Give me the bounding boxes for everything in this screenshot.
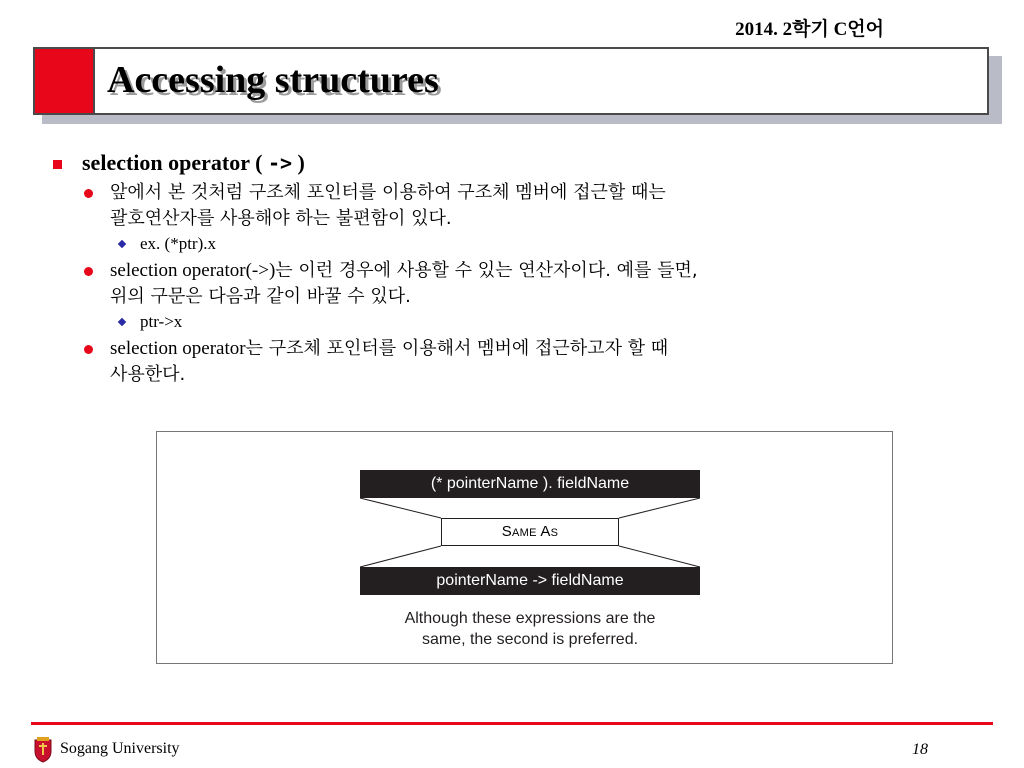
diamond-bullet-icon [118,318,126,326]
dereference-expression: (* pointerName ). fieldName [360,470,700,498]
same-as-text: Same As [501,523,559,540]
page-number: 18 [912,741,928,758]
bullet-close: ) [292,150,305,175]
bullet-text: selection operator [110,338,246,359]
bullet-level2 [50,258,960,310]
circle-bullet-icon [84,345,93,354]
expression-figure [156,431,893,664]
circle-bullet-icon [84,267,93,276]
bullet-text: 사용한다. [110,364,186,385]
title-box [33,47,989,115]
slide-title: Accessing structures [107,59,439,101]
example-text: ptr->x [140,312,183,331]
bullet-text: selection operator ( [82,150,268,175]
caption-line: same, the second is preferred. [421,631,639,648]
bullet-text: 위의 구문은 다음과 같이 바꿀 수 있다. [110,286,411,307]
square-bullet-icon [53,160,62,169]
caption-line: Although these expressions are the [404,610,656,627]
bullet-level2 [50,336,960,388]
bullet-text: 는 이런 경우에 사용할 수 있는 연산자이다. 예를 들면, [275,260,698,281]
arrow-expression: pointerName -> fieldName [360,567,700,595]
bullet-text: selection operator(->) [110,260,276,281]
example-text: ex. (*ptr).x [140,234,217,253]
footer-divider [31,722,993,725]
same-as-label [441,518,619,546]
circle-bullet-icon [84,189,93,198]
university-crest-icon [33,737,53,763]
slide-content [50,150,960,388]
bullet-text: 는 구조체 포인터를 이용해서 멤버에 접근하고자 할 때 [245,338,669,359]
arrow-operator: -> [267,151,293,175]
bullet-text: 앞에서 본 것처럼 구조체 포인터를 이용하여 구조체 멤버에 접근할 때는 [110,182,666,203]
bullet-level3 [50,310,960,336]
bullet-level3 [50,232,960,258]
diamond-bullet-icon [118,240,126,248]
bullet-level2 [50,180,960,232]
bullet-text: 괄호연산자를 사용해야 하는 불편함이 있다. [110,208,452,229]
course-label: 2014. 2학기 C언어 [735,19,884,40]
university-name: Sogang University [60,740,180,757]
bullet-level1 [50,150,960,178]
title-accent-block [35,49,95,113]
figure-caption [330,608,730,650]
